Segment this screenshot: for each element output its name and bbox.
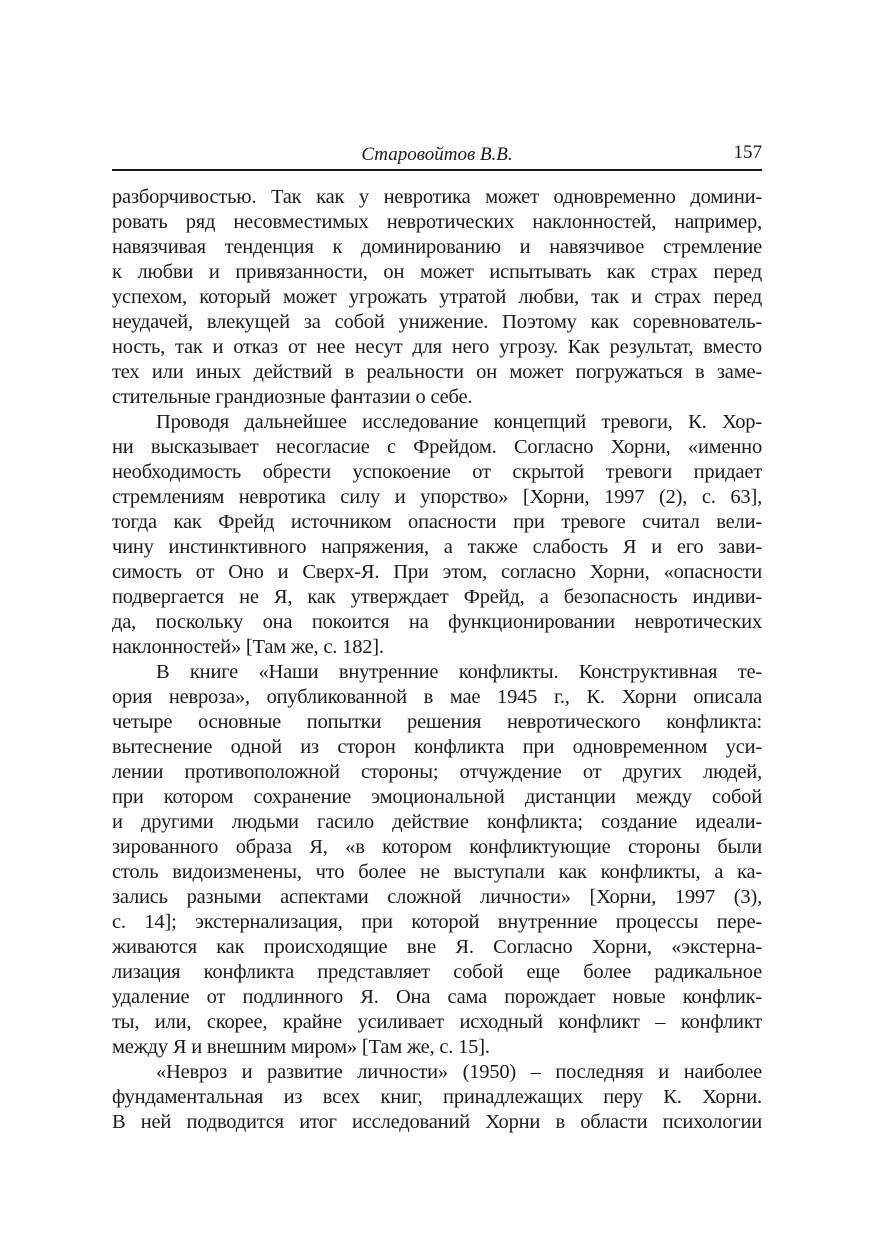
text-line: лизация конфликта представляет собой еще более радикальное xyxy=(112,961,762,983)
text-line: лении противоположной стороны; отчуждение от других людей, xyxy=(112,761,762,783)
text-line: фундаментальная из всех книг, принадлежащих перу К. Хорни. xyxy=(112,1086,762,1108)
paragraph xyxy=(112,410,762,660)
text-line: ты, или, скорее, крайне усиливает исходный конфликт – конфликт xyxy=(112,1011,762,1033)
text-line: стительные грандиозные фантазии о себе. xyxy=(112,386,473,408)
text-line: живаются как происходящие вне Я. Согласно Хорни, «экстерна- xyxy=(112,936,762,958)
text-line: разборчивостью. Так как у невротика может одновременно домини- xyxy=(112,186,762,208)
header-rule xyxy=(112,169,762,171)
text-line: столь видоизменены, что более не выступали как конфликты, а ка- xyxy=(112,861,762,883)
text-line: «Невроз и развитие личности» (1950) – последняя и наиболее xyxy=(156,1061,762,1083)
paragraph xyxy=(112,660,762,1060)
text-line: ория невроза», опубликованной в мае 1945 г., К. Хорни описала xyxy=(112,686,762,708)
text-line: В ней подводится итог исследований Хорни в области психологии xyxy=(112,1111,762,1133)
text-line: при котором сохранение эмоциональной дистанции между собой xyxy=(112,786,762,808)
text-line: зались разными аспектами сложной личности» [Хорни, 1997 (3), xyxy=(112,886,762,908)
text-line: ность, так и отказ от нее несут для него угрозу. Как результат, вместо xyxy=(112,336,762,358)
text-line: ровать ряд несовместимых невротических наклонностей, например, xyxy=(112,211,762,233)
text-line: ни высказывает несогласие с Фрейдом. Согласно Хорни, «именно xyxy=(112,436,762,458)
paragraph xyxy=(112,1060,762,1135)
running-head-author: Старовойтов В.В. xyxy=(361,144,513,165)
text-line: зированного образа Я, «в котором конфликтующие стороны были xyxy=(112,836,762,858)
text-line: симость от Оно и Сверх-Я. При этом, согласно Хорни, «опасности xyxy=(112,561,762,583)
text-line: успехом, который может угрожать утратой любви, так и страх перед xyxy=(112,286,762,308)
text-line: четыре основные попытки решения невротического конфликта: xyxy=(112,711,762,733)
text-line: удаление от подлинного Я. Она сама порождает новые конфлик- xyxy=(112,986,762,1008)
body-text xyxy=(112,185,762,1135)
text-line: с. 14]; экстернализация, при которой внутренние процессы пере- xyxy=(112,911,762,933)
text-line: стремлениям невротика силу и упорство» [Хорни, 1997 (2), с. 63], xyxy=(112,486,762,508)
text-line: навязчивая тенденция к доминированию и навязчивое стремление xyxy=(112,236,762,258)
text-line: чину инстинктивного напряжения, а также слабость Я и его зави- xyxy=(112,536,762,558)
text-line: Проводя дальнейшее исследование концепций тревоги, К. Хор- xyxy=(156,411,762,433)
text-line: необходимость обрести успокоение от скрытой тревоги придает xyxy=(112,461,762,483)
text-line: наклонностей» [Там же, с. 182]. xyxy=(112,636,384,658)
text-line: тогда как Фрейд источником опасности при тревоге считал вели- xyxy=(112,511,762,533)
text-line: да, поскольку она покоится на функционировании невротических xyxy=(112,611,762,633)
paragraph xyxy=(112,185,762,410)
text-line: и другими людьми гасило действие конфликта; создание идеали- xyxy=(112,811,762,833)
text-line: вытеснение одной из сторон конфликта при одновременном уси- xyxy=(112,736,762,758)
running-head xyxy=(112,142,762,168)
text-line: тех или иных действий в реальности он может погружаться в заме- xyxy=(112,361,762,383)
text-line: к любви и привязанности, он может испытывать как страх перед xyxy=(112,261,762,283)
text-line: неудачей, влекущей за собой унижение. Поэтому как соревнователь- xyxy=(112,311,762,333)
page-number: 157 xyxy=(733,142,762,163)
text-line: между Я и внешним миром» [Там же, с. 15]. xyxy=(112,1036,490,1058)
text-line: В книге «Наши внутренние конфликты. Конструктивная те- xyxy=(156,661,762,683)
text-line: подвергается не Я, как утверждает Фрейд, а безопасность индиви- xyxy=(112,586,762,608)
